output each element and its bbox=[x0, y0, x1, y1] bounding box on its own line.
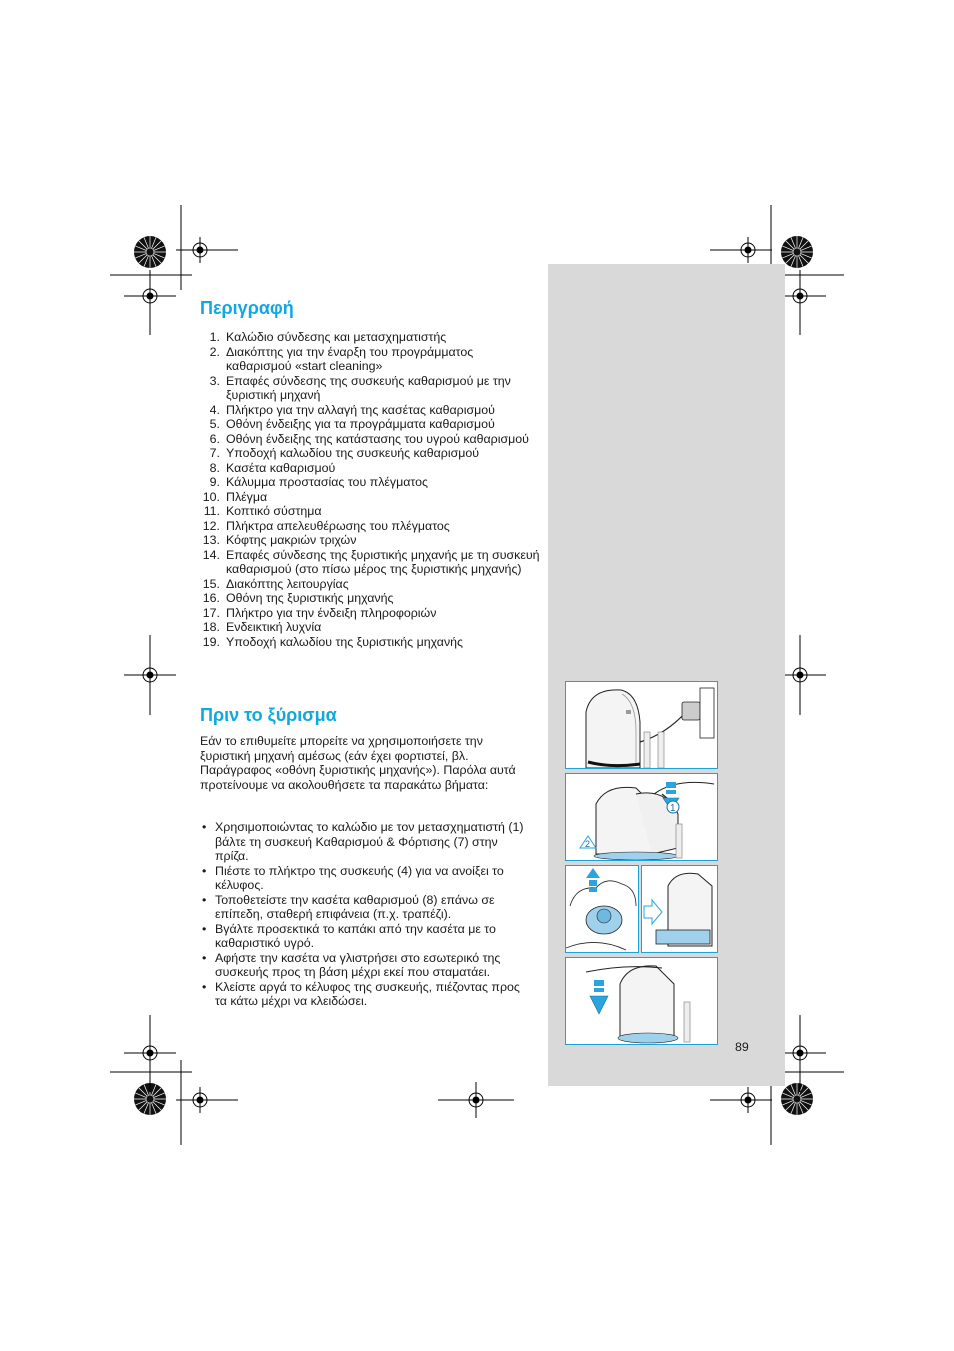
description-item-number: 1. bbox=[209, 330, 220, 344]
description-item-number: 7. bbox=[209, 446, 220, 460]
description-item-text: Καλώδιο σύνδεσης και μετασχηματιστής bbox=[226, 330, 447, 344]
description-item bbox=[200, 591, 540, 606]
figure-cartridge-left bbox=[565, 865, 639, 953]
description-item-number: 11. bbox=[203, 504, 220, 518]
description-item-number: 9. bbox=[209, 475, 220, 489]
description-item bbox=[200, 432, 540, 447]
page-number: 89 bbox=[735, 1040, 749, 1054]
before-shaving-intro: Εάν το επιθυμείτε μπορείτε να χρησιμοποιήσετε την ξυριστική μηχανή αμέσως (εάν έχει φορτιστεί, βλ. Παράγραφος «οθόνη ξυριστικής μηχανής»). Παρόλα αυτά προτείνουμε να ακολουθήσετε τα παρακάτω βήματα: bbox=[200, 734, 516, 792]
description-item bbox=[200, 490, 540, 505]
description-item bbox=[200, 577, 540, 592]
description-item bbox=[200, 620, 540, 635]
figure-close-lid bbox=[565, 957, 718, 1045]
description-item bbox=[200, 635, 540, 650]
description-item-number: 14. bbox=[202, 547, 220, 562]
description-item-number: 2. bbox=[209, 344, 220, 359]
description-item-number: 19. bbox=[202, 634, 220, 649]
description-item-text: Επαφές σύνδεσης της ξυριστικής μηχανής με τη συσκευή καθαρισμού (στο πίσω μέρος της ξυριστικής μηχανής) bbox=[226, 547, 540, 576]
before-shaving-title: Πριν το ξύρισμα bbox=[200, 705, 337, 725]
step-item bbox=[200, 864, 532, 893]
description-item bbox=[200, 519, 540, 534]
description-item bbox=[200, 461, 540, 476]
description-item-number: 16. bbox=[202, 591, 220, 605]
description-item-text: Οθόνη της ξυριστικής μηχανής bbox=[226, 591, 394, 605]
description-item-text: Οθόνη ένδειξης της κατάστασης του υγρού καθαρισμού bbox=[226, 431, 529, 446]
description-item-text: Επαφές σύνδεσης της συσκευής καθαρισμού με την ξυριστική μηχανή bbox=[226, 373, 511, 402]
description-item-text: Κάλυμμα προστασίας του πλέγματος bbox=[226, 475, 429, 489]
description-item-number: 4. bbox=[209, 402, 220, 417]
description-item-text: Διακόπτης για την έναρξη του προγράμματος καθαρισμού «start cleaning» bbox=[226, 344, 474, 373]
description-item-number: 5. bbox=[209, 417, 220, 431]
cleaning-station-plug-illustration bbox=[566, 682, 717, 768]
description-item bbox=[200, 446, 540, 461]
step-item bbox=[200, 893, 532, 922]
description-item-number: 17. bbox=[202, 605, 220, 620]
bullet-icon: • bbox=[202, 950, 207, 965]
step-text: Τοποθετείστε την κασέτα καθαρισμού (8) επάνω σε επίπεδη, σταθερή επιφάνεια (π.χ. τραπέζι). bbox=[215, 892, 495, 921]
figure-plug-in bbox=[565, 681, 718, 769]
step-item bbox=[200, 951, 532, 980]
step-text: Αφήστε την κασέτα να γλιστρήσει στο εσωτερικό της συσκευής προς τη βάση μέχρι εκεί που σταματάει. bbox=[215, 950, 501, 979]
description-item-text: Κασέτα καθαρισμού bbox=[226, 460, 336, 475]
before-shaving-steps bbox=[200, 820, 532, 1009]
description-item-number: 3. bbox=[209, 373, 220, 388]
description-item-text: Υποδοχή καλωδίου της ξυριστικής μηχανής bbox=[226, 634, 464, 649]
figure-cartridge-right bbox=[641, 865, 718, 953]
description-item-text: Πλήκτρο για την αλλαγή της κασέτας καθαρισμού bbox=[226, 402, 495, 417]
cartridge-cap-illustration bbox=[566, 866, 638, 952]
description-item-number: 6. bbox=[209, 431, 220, 446]
description-item bbox=[200, 330, 540, 345]
description-item bbox=[200, 345, 540, 374]
bullet-icon: • bbox=[202, 863, 207, 878]
description-item bbox=[200, 374, 540, 403]
description-item-number: 18. bbox=[202, 620, 220, 634]
description-item-number: 15. bbox=[202, 576, 220, 591]
description-item-text: Ενδεικτική λυχνία bbox=[226, 620, 322, 634]
description-item-text: Πλήκτρο για την ένδειξη πληροφοριών bbox=[226, 605, 437, 620]
description-title: Περιγραφή bbox=[200, 298, 294, 318]
description-item-number: 13. bbox=[202, 533, 220, 547]
description-item-text: Διακόπτης λειτουργίας bbox=[226, 576, 349, 591]
description-item bbox=[200, 548, 540, 577]
bullet-icon: • bbox=[202, 979, 207, 994]
description-item-text: Υποδοχή καλωδίου της συσκευής καθαρισμού bbox=[226, 446, 480, 460]
description-item-text: Πλέγμα bbox=[226, 489, 268, 504]
step-item bbox=[200, 820, 532, 864]
description-item-number: 12. bbox=[202, 518, 220, 533]
step-item bbox=[200, 922, 532, 951]
description-item bbox=[200, 475, 540, 490]
description-item-text: Κοπτικό σύστημα bbox=[226, 504, 322, 518]
description-item bbox=[200, 533, 540, 548]
bullet-icon: • bbox=[202, 921, 207, 936]
description-item bbox=[200, 403, 540, 418]
description-item bbox=[200, 417, 540, 432]
description-list bbox=[200, 330, 540, 649]
step-text: Κλείστε αργά το κέλυφος της συσκευής, πιέζοντας προς τα κάτω μέχρι να κλειδώσει. bbox=[215, 979, 520, 1008]
step-text: Χρησιμοποιώντας το καλώδιο με τον μετασχηματιστή (1) βάλτε τη συσκευή Καθαρισμού & Φόρτισης (7) στην πρίζα. bbox=[215, 820, 524, 863]
description-item-text: Κόφτης μακριών τριχών bbox=[226, 533, 357, 547]
bullet-icon: • bbox=[202, 892, 207, 907]
description-item bbox=[200, 606, 540, 621]
bullet-icon: • bbox=[202, 820, 207, 834]
close-lid-illustration bbox=[566, 958, 717, 1044]
insert-cartridge-illustration bbox=[642, 866, 717, 952]
step-text: Πιέστε το πλήκτρο της συσκευής (4) για να ανοίξει το κέλυφος. bbox=[215, 863, 504, 892]
description-item-text: Πλήκτρα απελευθέρωσης του πλέγματος bbox=[226, 518, 450, 533]
description-item-number: 8. bbox=[209, 460, 220, 475]
figure-open-lid bbox=[565, 773, 718, 861]
step-item bbox=[200, 980, 532, 1009]
description-item-text: Οθόνη ένδειξης για τα προγράμματα καθαρισμού bbox=[226, 417, 495, 431]
description-item-number: 10. bbox=[202, 489, 220, 504]
open-lid-illustration bbox=[566, 774, 717, 860]
step-text: Βγάλτε προσεκτικά το καπάκι από την κασέτα με το καθαριστικό υγρό. bbox=[215, 921, 496, 950]
description-item bbox=[200, 504, 540, 519]
figure-label-1: 1 bbox=[670, 803, 676, 814]
figure-label-2: 2 bbox=[585, 839, 591, 849]
